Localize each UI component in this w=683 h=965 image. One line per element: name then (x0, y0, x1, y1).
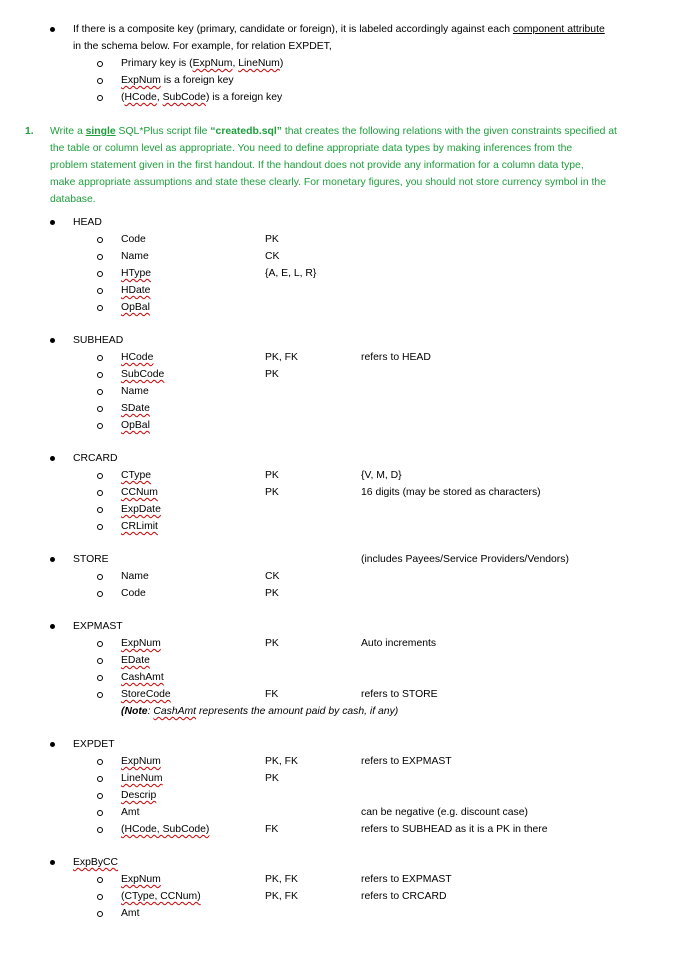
intro-sub-part: is a foreign key (160, 75, 234, 86)
table-name: EXPDET (73, 739, 115, 750)
intro-sub-part: , (156, 92, 163, 103)
intro-sub-part: SubCode (162, 92, 206, 103)
attribute-name: ExpNum (121, 756, 161, 767)
note-label: Note (124, 706, 148, 717)
task-line1-post: that creates the following relations with the given constraints specified at (281, 126, 617, 137)
attribute-name: (CType, CCNum) (121, 891, 201, 902)
table-bullet (50, 624, 55, 629)
attribute-key: PK, FK (265, 756, 298, 767)
attribute-ring (97, 658, 103, 664)
attribute-key: FK (265, 689, 279, 700)
intro-bullet (50, 27, 55, 32)
task-number: 1. (25, 126, 34, 137)
attribute-note: refers to EXPMAST (361, 874, 452, 885)
attribute-ring (97, 389, 103, 395)
attribute-key: PK, FK (265, 352, 298, 363)
attribute-note: refers to EXPMAST (361, 756, 452, 767)
intro-sub-item (121, 74, 234, 87)
attribute-ring (97, 305, 103, 311)
attribute-name: Code (121, 234, 146, 245)
intro-sub-ring (97, 78, 103, 84)
intro-line-1 (73, 23, 605, 36)
intro-sub-part: LineNum (238, 58, 280, 69)
attribute-key: PK (265, 588, 279, 599)
intro-underlined: component attribute (512, 24, 605, 35)
attribute-ring (97, 473, 103, 479)
attribute-key: FK (265, 824, 279, 835)
intro-sub-part: , (232, 58, 239, 69)
attribute-ring (97, 355, 103, 361)
table-name: CRCARD (73, 453, 118, 464)
attribute-name: CRLimit (121, 521, 158, 532)
attribute-name: HDate (121, 285, 151, 296)
attribute-ring (97, 776, 103, 782)
attribute-ring (97, 237, 103, 243)
attribute-key: CK (265, 251, 280, 262)
attribute-ring (97, 574, 103, 580)
task-line-3: problem statement given in the first handout. If the handout does not provide any information for a column data type, (50, 160, 584, 171)
note-colon: : (147, 706, 154, 717)
attribute-ring (97, 507, 103, 513)
intro-sub-part: HCode (124, 92, 157, 103)
attribute-key: PK, FK (265, 891, 298, 902)
task-line-5: database. (50, 194, 96, 205)
intro-sub-item (121, 57, 283, 70)
task-line-4: make appropriate assumptions and state these clearly. For monetary figures, you should not store currency symbol in the (50, 177, 606, 188)
note-open: ( (121, 706, 125, 717)
attribute-ring (97, 490, 103, 496)
intro-sub-part: ) is a foreign key (205, 92, 283, 103)
attribute-name: Name (121, 386, 149, 397)
attribute-note: {V, M, D} (361, 470, 402, 481)
attribute-name: SDate (121, 403, 150, 414)
task-line-2: the table or column level as appropriate. You need to define appropriate data types by making inferences from the (50, 143, 573, 154)
table-bullet (50, 338, 55, 343)
attribute-name: ExpNum (121, 874, 161, 885)
table-bullet (50, 220, 55, 225)
attribute-name: OpBal (121, 302, 150, 313)
attribute-note: refers to HEAD (361, 352, 431, 363)
attribute-key: PK (265, 470, 279, 481)
table-name: EXPMAST (73, 621, 123, 632)
attribute-key: PK (265, 487, 279, 498)
task-single: single (85, 126, 116, 137)
attribute-key: PK (265, 369, 279, 380)
attribute-name: Amt (121, 807, 140, 818)
attribute-name: ExpDate (121, 504, 161, 515)
attribute-name: Name (121, 571, 149, 582)
attribute-key: PK, FK (265, 874, 298, 885)
attribute-note: refers to SUBHEAD as it is a PK in there (361, 824, 548, 835)
table-description: (includes Payees/Service Providers/Vendors) (361, 554, 569, 565)
attribute-ring (97, 793, 103, 799)
attribute-name: ExpNum (121, 638, 161, 649)
attribute-name: Descrip (121, 790, 157, 801)
attribute-ring (97, 810, 103, 816)
intro-line-2: in the schema below. For example, for relation EXPDET, (73, 41, 332, 52)
table-name: STORE (73, 554, 109, 565)
intro-text-a: If there is a composite key (primary, candidate or foreign), it is labeled accordingly against each (73, 24, 513, 35)
intro-sub-part: ) (279, 58, 284, 69)
attribute-ring (97, 894, 103, 900)
task-filename: “createdb.sql” (210, 126, 282, 137)
table-name: ExpByCC (73, 857, 119, 868)
attribute-name: HType (121, 268, 152, 279)
expmast-note (121, 705, 398, 718)
attribute-ring (97, 591, 103, 597)
attribute-name: CashAmt (121, 672, 164, 683)
note-cashamt: CashAmt (153, 706, 197, 717)
attribute-ring (97, 827, 103, 833)
attribute-ring (97, 911, 103, 917)
attribute-ring (97, 692, 103, 698)
attribute-ring (97, 254, 103, 260)
attribute-name: Code (121, 588, 146, 599)
attribute-ring (97, 423, 103, 429)
attribute-note: 16 digits (may be stored as characters) (361, 487, 541, 498)
attribute-name: EDate (121, 655, 150, 666)
task-line1-pre: Write a (50, 126, 86, 137)
attribute-note: refers to CRCARD (361, 891, 447, 902)
attribute-key: {A, E, L, R} (265, 268, 317, 279)
attribute-name: Name (121, 251, 149, 262)
attribute-ring (97, 675, 103, 681)
attribute-name: SubCode (121, 369, 165, 380)
table-bullet (50, 860, 55, 865)
intro-sub-part: Primary key is ( (121, 58, 193, 69)
attribute-name: OpBal (121, 420, 150, 431)
attribute-note: refers to STORE (361, 689, 438, 700)
attribute-ring (97, 759, 103, 765)
attribute-ring (97, 288, 103, 294)
intro-sub-part: ExpNum (121, 75, 161, 86)
attribute-key: PK (265, 638, 279, 649)
attribute-name: CCNum (121, 487, 158, 498)
intro-sub-ring (97, 95, 103, 101)
attribute-name: Amt (121, 908, 140, 919)
table-name: HEAD (73, 217, 102, 228)
attribute-ring (97, 641, 103, 647)
attribute-ring (97, 406, 103, 412)
note-rest: represents the amount paid by cash, if any) (196, 706, 399, 717)
table-bullet (50, 456, 55, 461)
attribute-name: CType (121, 470, 152, 481)
task-line1-mid: SQL*Plus script file (115, 126, 211, 137)
attribute-note: can be negative (e.g. discount case) (361, 807, 528, 818)
attribute-name: (HCode, SubCode) (121, 824, 210, 835)
attribute-name: LineNum (121, 773, 163, 784)
attribute-ring (97, 524, 103, 530)
intro-sub-item (121, 91, 282, 104)
attribute-name: StoreCode (121, 689, 171, 700)
intro-sub-part: ( (121, 92, 125, 103)
attribute-ring (97, 372, 103, 378)
table-name: SUBHEAD (73, 335, 124, 346)
intro-sub-part: ExpNum (192, 58, 233, 69)
attribute-name: HCode (121, 352, 154, 363)
table-bullet (50, 557, 55, 562)
attribute-key: CK (265, 571, 280, 582)
task-line-1 (50, 125, 617, 138)
attribute-ring (97, 271, 103, 277)
intro-sub-ring (97, 61, 103, 67)
table-bullet (50, 742, 55, 747)
attribute-ring (97, 877, 103, 883)
attribute-key: PK (265, 234, 279, 245)
attribute-key: PK (265, 773, 279, 784)
attribute-note: Auto increments (361, 638, 437, 649)
